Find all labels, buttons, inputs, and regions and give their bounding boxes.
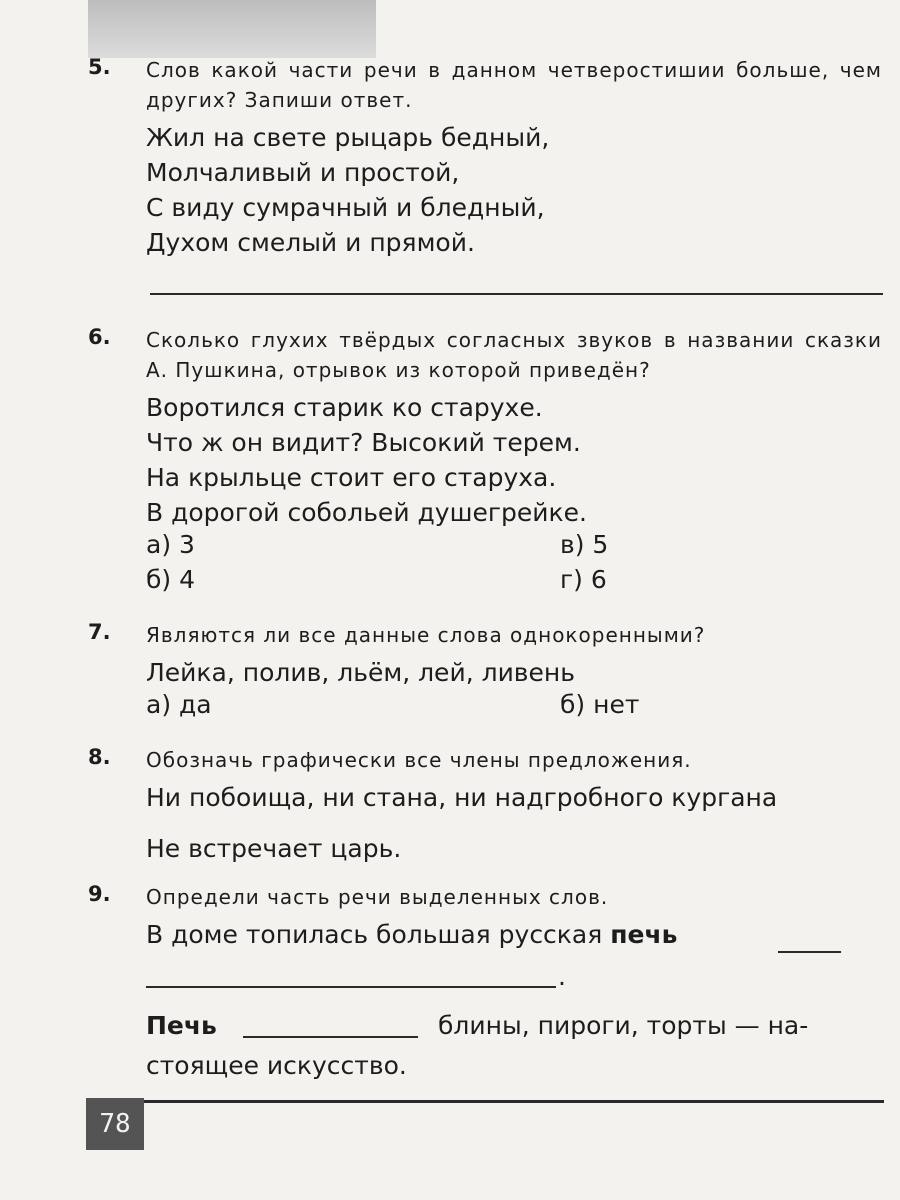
highlighted-word: Печь [146,1011,217,1040]
page-number: 78 [86,1098,144,1150]
task-question: Определи часть речи выделенных слов. [146,885,609,909]
task-question: Обозначь графически все члены предложения. [146,748,692,772]
answer-line[interactable] [243,1036,418,1038]
task-number: 6. [88,325,111,349]
task-question: Являются ли все данные слова однокоренными? [146,623,706,647]
word-list [146,655,575,690]
sentence-line: Не встречает царь. [146,834,402,863]
option-g[interactable]: г) 6 [560,565,607,594]
task-number: 9. [88,882,111,906]
poem-line: Что ж он видит? Высокий терем. [146,428,581,457]
option-b[interactable]: б) нет [560,690,640,719]
option-a[interactable]: а) 3 [146,530,195,559]
poem-line: Молчаливый и простой, [146,158,460,187]
task-question: Сколько глухих твёрдых согласных звуков в названии сказки А. Пушкина, отрывок из которой приведён? [146,328,882,382]
task-number: 8. [88,745,111,769]
answer-line[interactable] [778,951,841,953]
top-gray-bar [88,0,376,58]
highlighted-word: печь [610,920,678,949]
option-v[interactable]: в) 5 [560,530,609,559]
poem-line: В дорогой собольей душегрейке. [146,498,587,527]
answer-line[interactable] [146,986,556,988]
poem-line: Воротился старик ко старухе. [146,393,543,422]
period: . [558,962,566,991]
sentence-text: блины, пироги, торты — на- [438,1011,809,1040]
task-number: 7. [88,620,111,644]
sentence-1 [146,920,677,949]
sentence-text: В доме топилась большая русская [146,920,603,949]
sentence-line: Ни побоища, ни стана, ни надгробного кургана [146,783,778,812]
task-question: Слов какой части речи в данном четверостишии больше, чем других? Запиши ответ. [146,58,882,112]
poem-lines [146,120,549,260]
answer-line[interactable] [150,293,883,295]
word-list-line: Лейка, полив, льём, лей, ливень [146,658,576,687]
task-number: 5. [88,55,111,79]
sentence-text: стоящее искусство. [146,1051,407,1080]
option-b[interactable]: б) 4 [146,565,196,594]
poem-line: Духом смелый и прямой. [146,228,475,257]
option-a[interactable]: а) да [146,690,212,719]
poem-lines [146,390,587,530]
poem-line: С виду сумрачный и бледный, [146,193,545,222]
poem-line: На крыльце стоит его старуха. [146,463,557,492]
poem-line: Жил на свете рыцарь бедный, [146,123,550,152]
footer-rule [86,1100,884,1103]
